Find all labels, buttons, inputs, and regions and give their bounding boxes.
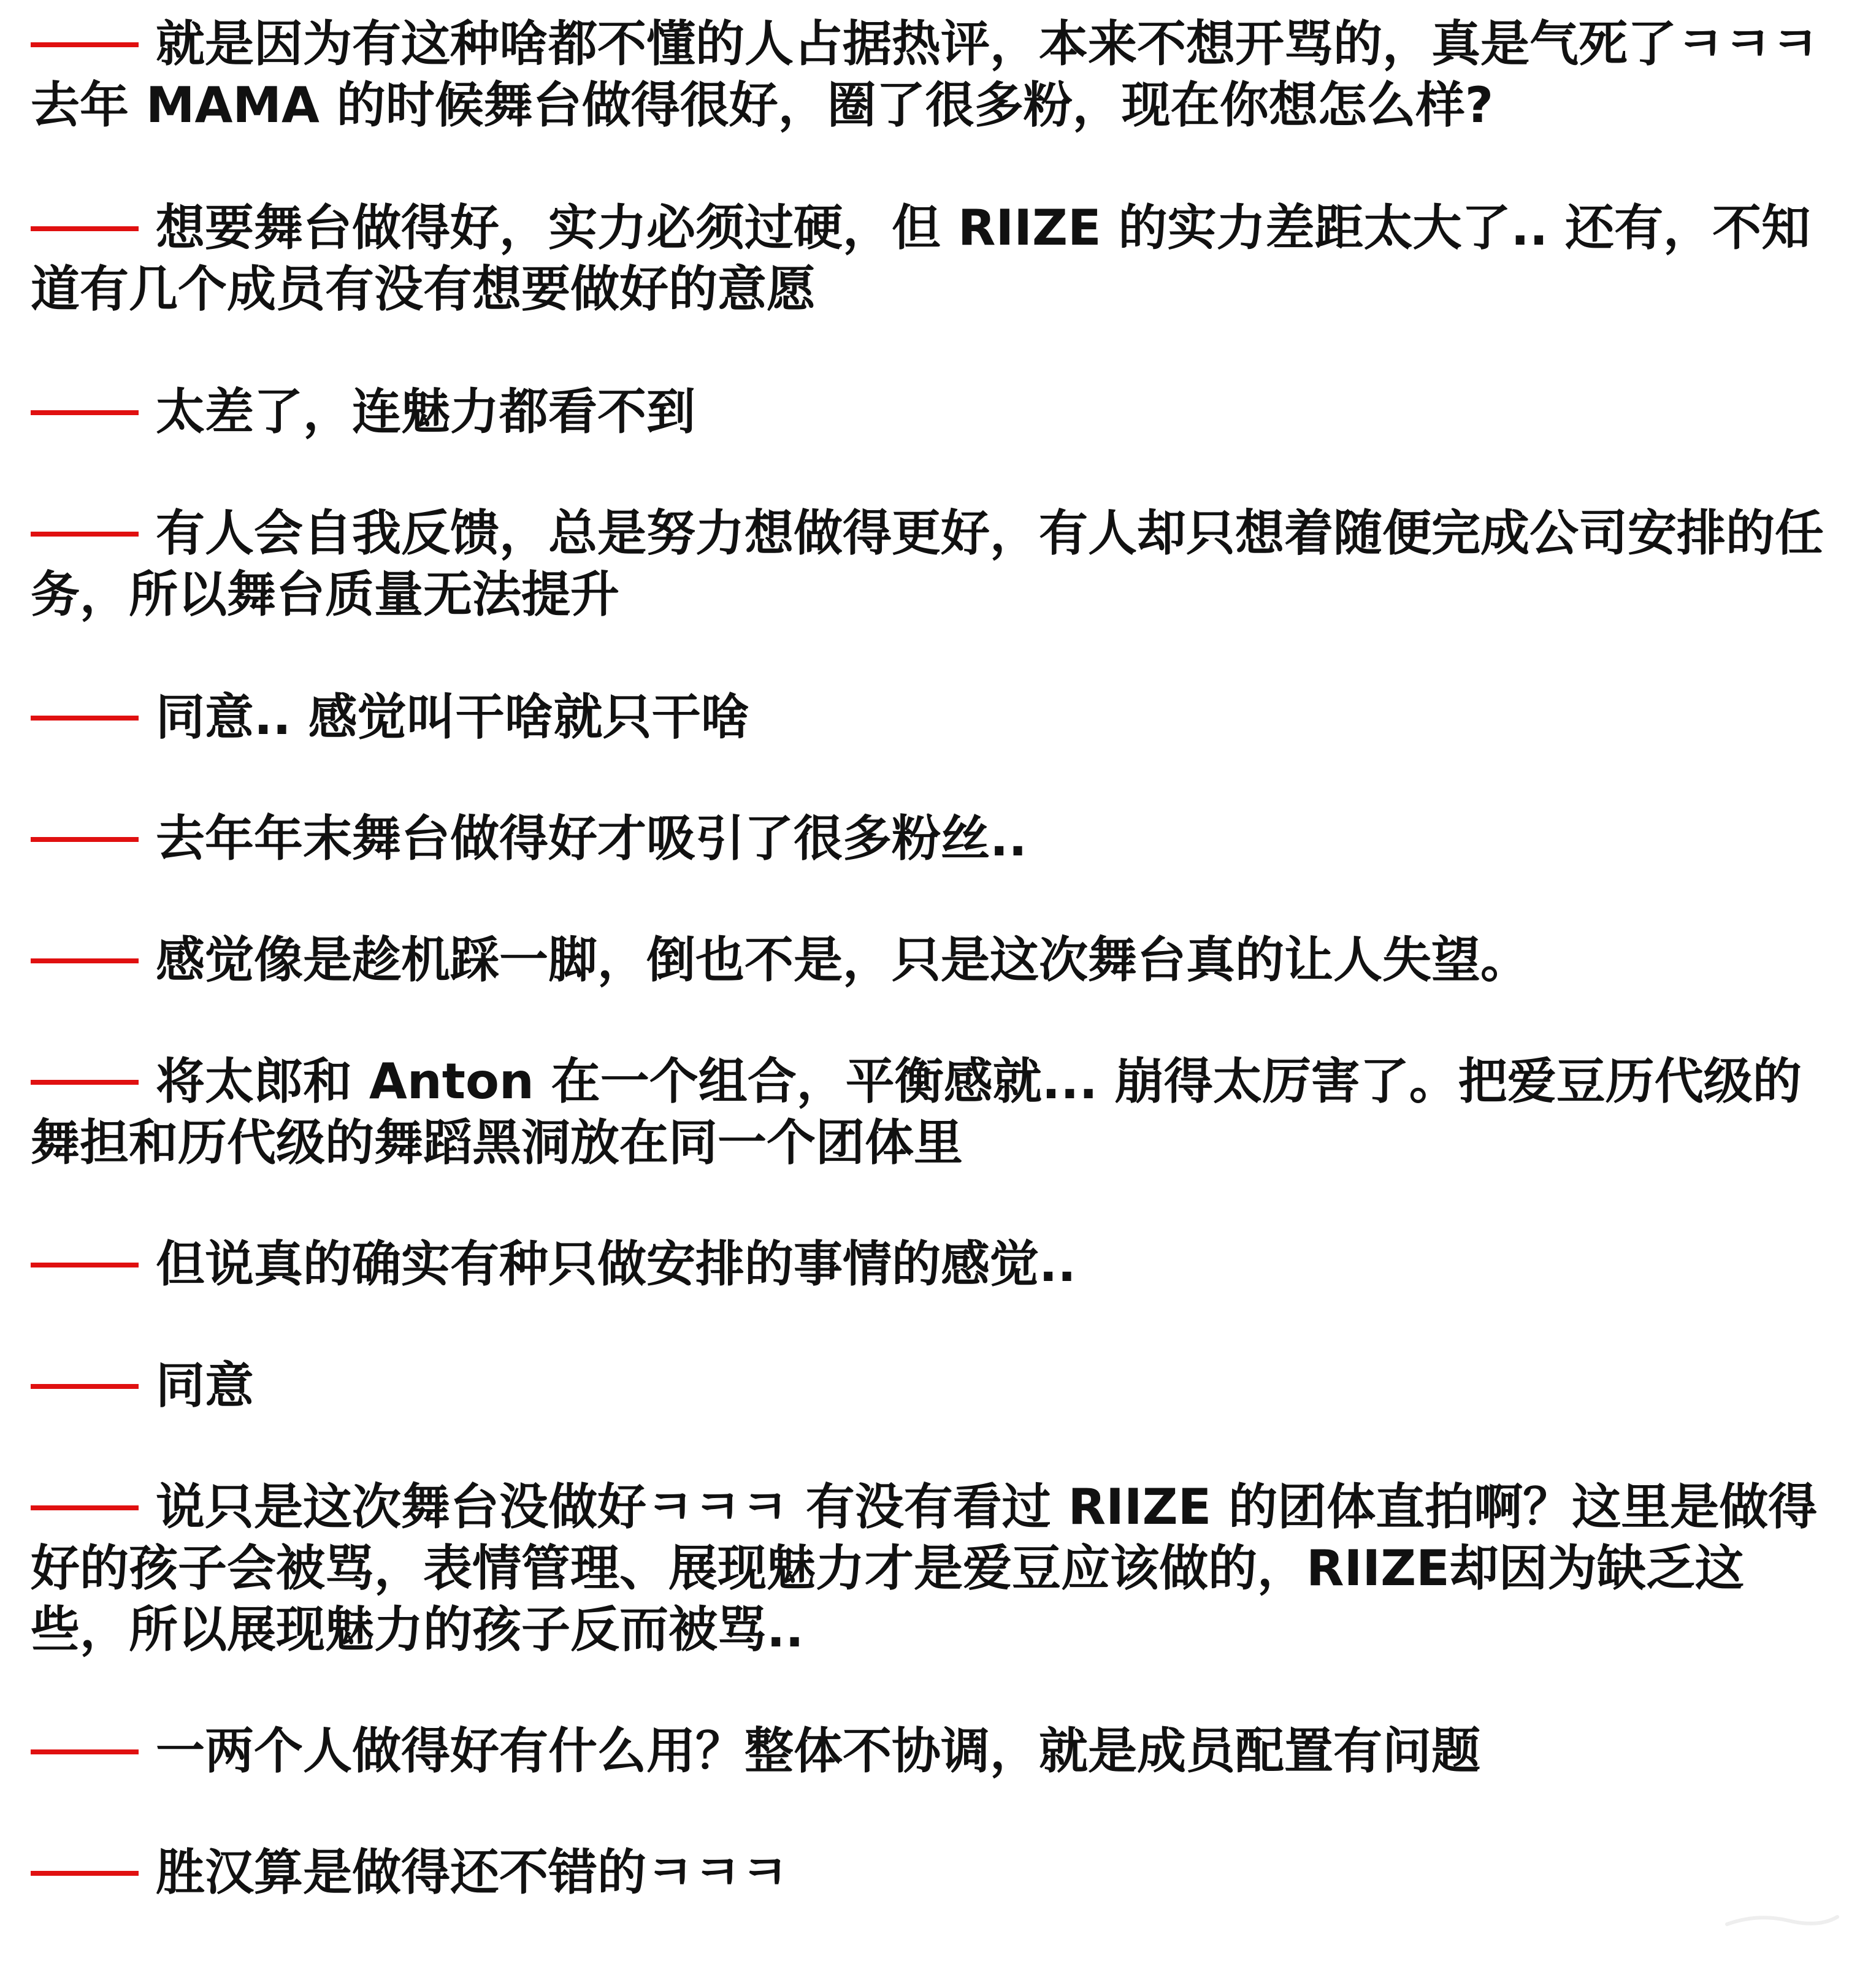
- comment-text: 感觉像是趁机踩一脚，倒也不是，只是这次舞台真的让人失望。: [156, 931, 1529, 988]
- red-dash-marker: [31, 226, 139, 231]
- red-dash-marker: [31, 1384, 139, 1389]
- comment-text: 同意.. 感觉叫干啥就只干啥: [156, 689, 750, 746]
- red-dash-marker: [31, 410, 139, 415]
- comment-text: 胜汉算是做得还不错的ㅋㅋㅋ: [156, 1844, 789, 1901]
- comment-item: [31, 503, 1834, 625]
- red-dash-marker: [31, 1505, 139, 1510]
- red-dash-marker: [31, 42, 139, 47]
- red-dash-marker: [31, 1263, 139, 1267]
- comment-text: 同意: [156, 1357, 254, 1414]
- comment-text: 想要舞台做得好，实力必须过硬，但 RIIZE 的实力差距太大了.. 还有，不知道有几个成员有没有想要做好的意愿: [31, 199, 1811, 318]
- comment-item: [31, 687, 1834, 748]
- comment-item: [31, 381, 1834, 443]
- comment-text: 去年年末舞台做得好才吸引了很多粉丝..: [156, 810, 1027, 867]
- comment-item: [31, 1477, 1834, 1661]
- comment-item: [31, 1721, 1834, 1782]
- comment-text: 一两个人做得好有什么用？整体不协调，就是成员配置有问题: [156, 1722, 1480, 1780]
- red-dash-marker: [31, 532, 139, 537]
- red-dash-marker: [31, 958, 139, 963]
- comment-text: 说只是这次舞台没做好ㅋㅋㅋ 有没有看过 RIIZE 的团体直拍啊？这里是做得好的孩子会被骂，表情管理、展现魅力才是爱豆应该做的，RIIZE却因为缺乏这些，所以展现魅力的孩子反而被骂..: [31, 1478, 1818, 1658]
- faint-watermark-icon: [1721, 1907, 1843, 1932]
- comment-text: 有人会自我反馈，总是努力想做得更好，有人却只想着随便完成公司安排的任务，所以舞台质量无法提升: [31, 505, 1824, 623]
- comment-text: 但说真的确实有种只做安排的事情的感觉..: [156, 1236, 1076, 1293]
- red-dash-marker: [31, 1080, 139, 1085]
- red-dash-marker: [31, 1749, 139, 1754]
- comment-item: [31, 197, 1834, 320]
- red-dash-marker: [31, 837, 139, 842]
- comment-text: 太差了，连魅力都看不到: [156, 383, 695, 440]
- comment-item: [31, 1355, 1834, 1416]
- comment-text: 就是因为有这种啥都不懂的人占据热评，本来不想开骂的，真是气死了ㅋㅋㅋ 去年 MAMA 的时候舞台做得很好，圈了很多粉，现在你想怎么样?: [31, 15, 1819, 134]
- comment-item: [31, 930, 1834, 991]
- comment-item: [31, 13, 1834, 136]
- red-dash-marker: [31, 1871, 139, 1876]
- red-dash-marker: [31, 716, 139, 721]
- comment-text: 将太郎和 Anton 在一个组合，平衡感就... 崩得太厉害了。把爱豆历代级的舞担和历代级的舞蹈黑洞放在同一个团体里: [31, 1053, 1802, 1171]
- comment-item: [31, 808, 1834, 870]
- comment-item: [31, 1234, 1834, 1295]
- comment-item: [31, 1051, 1834, 1174]
- comment-item: [31, 1842, 1834, 1903]
